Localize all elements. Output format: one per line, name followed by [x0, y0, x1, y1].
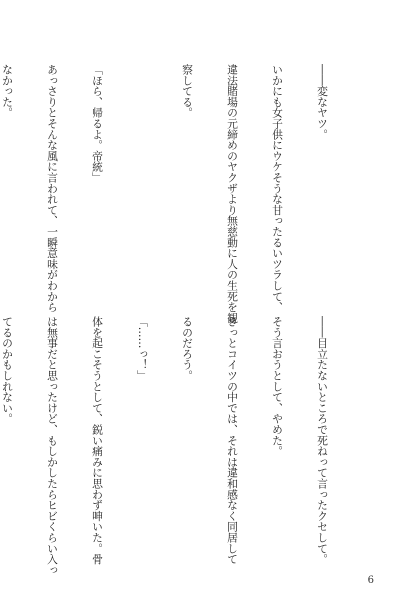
text-line: 体を起こそうとして、鋭い痛みに思わず呻いた。骨	[91, 316, 104, 565]
text-tier-bottom	[1, 316, 360, 576]
text-tier-top	[1, 64, 360, 324]
text-line: いかにも女子供にウケそうな甘ったるいツラして、	[271, 64, 284, 313]
text-line: は無事だと思ったけど、もしかしたらヒビくらい入っ	[46, 316, 59, 576]
page-number: 6	[367, 575, 374, 586]
text-line: てるのかもしれない。	[1, 316, 14, 424]
text-line: 察してる。	[181, 64, 194, 118]
text-line: 「ほら、帰るよ。帝統」	[91, 64, 104, 183]
text-line: 「……っ！」	[136, 316, 149, 381]
text-line: きっとコイツの中では、それは違和感なく同居して	[226, 316, 239, 565]
text-line: あっさりとそんな風に言われて、一瞬意味がわから	[46, 64, 59, 313]
text-line: ――目立たないところで死ねって言ったクセして。	[316, 316, 329, 565]
text-line: 違法賭場の元締めのヤクザより無慈動に人の生死を観	[226, 64, 239, 324]
text-line: るのだろう。	[181, 316, 194, 381]
text-line: なかった。	[1, 64, 14, 118]
text-line: ――変なヤツ。	[316, 64, 329, 140]
text-line: そう言おうとして、やめた。	[271, 316, 284, 457]
text-line	[135, 64, 150, 296]
